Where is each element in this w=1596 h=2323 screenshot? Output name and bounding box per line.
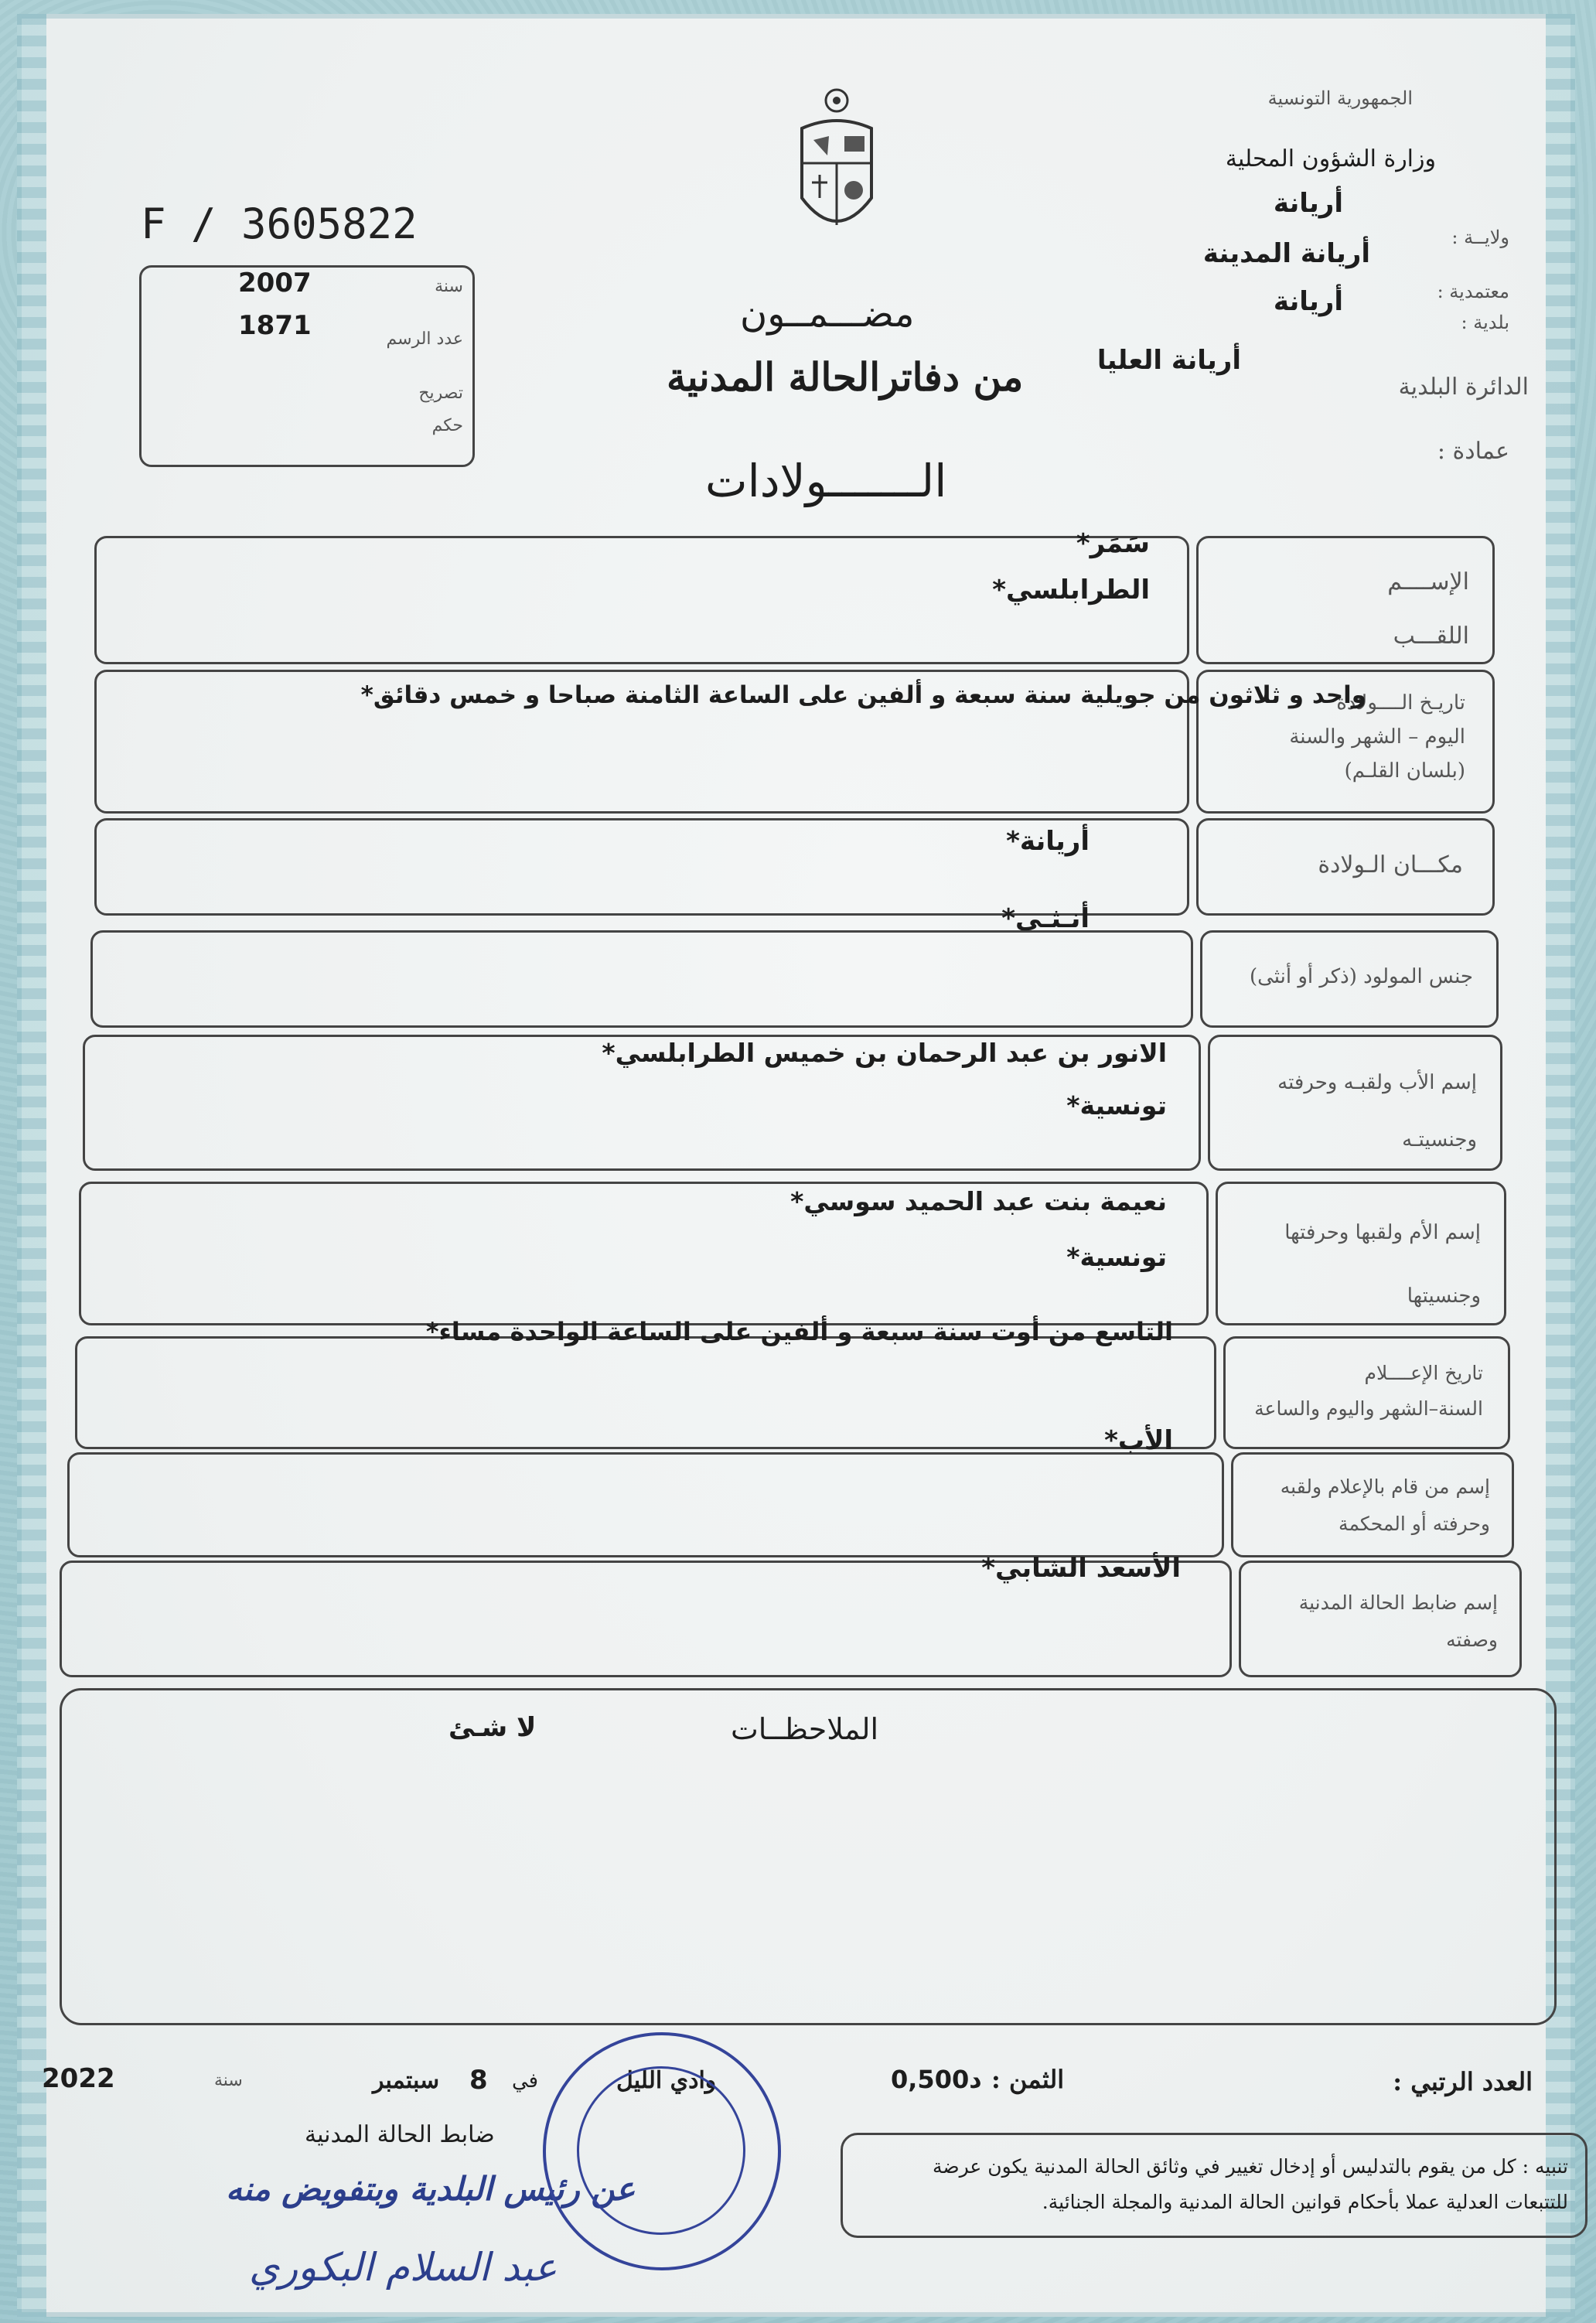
row-label-box-name	[1196, 536, 1495, 664]
footer-officer-title: ضابط الحالة المدنية	[305, 2121, 495, 2148]
municipality-label: بلدية :	[1461, 312, 1509, 333]
row-label-box-declarant	[1231, 1452, 1514, 1557]
footer-month: سبتمبر	[373, 2067, 440, 2094]
row-value-box-declarant	[67, 1452, 1224, 1557]
omada-label: عمادة :	[1437, 438, 1509, 465]
row-label-birth-place: مكـــان الـولادة	[1318, 851, 1463, 878]
footer-year-value: 2022	[42, 2063, 115, 2094]
footer-day-prefix: في	[512, 2069, 539, 2093]
governorate-value: أريانة	[1273, 188, 1343, 219]
birth-certificate-sheet	[17, 14, 1575, 2317]
reference-judgment-label: حكم	[431, 416, 463, 435]
row-label-name: الإســــم اللقـــب	[1387, 568, 1469, 650]
footer-price-value: 0,500د	[891, 2065, 982, 2094]
row-value-name: سَمَر* الطرابلسي*	[992, 528, 1150, 605]
document-title-line2: من دفاترالحالة المدنية	[667, 354, 1024, 400]
footer-place: وادي الليل	[616, 2067, 717, 2094]
row-label-box-birth-place	[1196, 818, 1495, 916]
row-value-officer: الأسعد الشابي*	[981, 1553, 1181, 1584]
row-value-declaration-date: التاسع من أوت سنة سبعة و ألفين على الساعة الواحدة مساء*	[425, 1317, 1173, 1346]
document-title-line1: مضـــمــون	[740, 292, 915, 336]
delegation-value: أريانة المدينة	[1202, 238, 1370, 269]
row-value-box-sex	[90, 930, 1193, 1028]
row-value-declarant: الأب*	[1104, 1425, 1173, 1456]
serial-number: F / 3605822	[141, 200, 418, 248]
row-value-box-declaration-date	[75, 1336, 1216, 1449]
reference-number-value: 1871	[238, 310, 312, 341]
row-label-birth-date: تاريـخ الــــولادة اليوم – الشهر والسنة (بلسان القلـم)	[1289, 691, 1465, 783]
district-value: أريانة العليا	[1096, 345, 1241, 376]
warning-text: تنبيه : كل من يقوم بالتدليس أو إدخال تغيير في وثائق الحالة المدنية يكون عرضة للتتبعات العدلية عملا بأحكام قوانين الحالة المدنية والمجلة الجنائية.	[932, 2155, 1568, 2213]
reference-declaration-label: تصريح	[418, 384, 463, 403]
row-label-mother: إسم الأم ولقبها وحرفتها وجنسيتها	[1284, 1221, 1481, 1308]
notes-value: لا شـئ	[448, 1712, 537, 1743]
row-label-box-sex	[1200, 930, 1499, 1028]
row-value-father: الانور بن عبد الرحمان بن خميس الطرابلسي* تونسية*	[602, 1038, 1167, 1121]
row-label-box-officer	[1239, 1561, 1522, 1677]
row-label-box-father	[1208, 1035, 1502, 1171]
reference-number-label: عدد الرسم	[386, 329, 463, 349]
signature: عبد السلام البكوري	[249, 2245, 558, 2290]
row-label-declaration-date: تاريخ الإعــــلام السنة–الشهر واليوم والساعة	[1254, 1362, 1483, 1420]
ministry-label: وزارة الشؤون المحلية	[1225, 145, 1436, 172]
municipal-stamp	[543, 2032, 781, 2270]
warning-box	[841, 2133, 1587, 2238]
footer-year-label: سنة	[214, 2071, 243, 2090]
municipality-value: أريانة	[1273, 286, 1343, 317]
footer-price-label: الثمن :	[991, 2065, 1065, 2094]
notes-box	[60, 1688, 1557, 2025]
footer-day: 8	[469, 2065, 488, 2096]
notes-label: الملاحظــات	[731, 1712, 879, 1746]
left-decorative-border	[17, 14, 46, 2317]
footer-serial-label: العدد الرتبي :	[1393, 2067, 1533, 2096]
footer-delegation-text: عن رئيس البلدية وبتفويض منه	[226, 2170, 636, 2208]
governorate-label: ولايــة :	[1451, 227, 1509, 248]
section-title-births: الـــــــولادات	[705, 455, 947, 507]
row-label-sex: جنس المولود (ذكر أو أنثى)	[1249, 965, 1473, 988]
row-label-box-mother	[1216, 1182, 1506, 1325]
tunisia-coat-of-arms-icon	[790, 82, 883, 252]
republic-label: الجمهورية التونسية	[1267, 87, 1413, 109]
reference-year-value: 2007	[238, 268, 312, 298]
row-label-officer: إسم ضابط الحالة المدنية وصفته	[1298, 1591, 1498, 1651]
row-value-birth-place: أريانة*	[1006, 826, 1090, 857]
row-value-birth-date: واحد و ثلاثون من جويلية سنة سبعة و ألفين على الساعة الثامنة صباحا و خمس دقائق*	[360, 681, 1366, 709]
reference-year-label: سنة	[435, 277, 463, 296]
row-label-declarant: إسم من قام بالإعلام ولقبه وحرفته أو المحكمة	[1280, 1475, 1490, 1535]
row-value-sex: أنـثـى*	[1001, 903, 1090, 934]
row-value-mother: نعيمة بنت عبد الحميد سوسي* تونسية*	[790, 1186, 1167, 1272]
delegation-label: معتمدية :	[1437, 281, 1509, 302]
row-label-father: إسم الأب ولقبـه وحرفته وجنسيتـه	[1277, 1071, 1477, 1151]
row-label-box-declaration-date	[1223, 1336, 1510, 1449]
district-label: الدائرة البلدية	[1398, 374, 1529, 401]
reference-box	[139, 265, 475, 467]
stamp-inner-ring	[577, 2066, 745, 2235]
